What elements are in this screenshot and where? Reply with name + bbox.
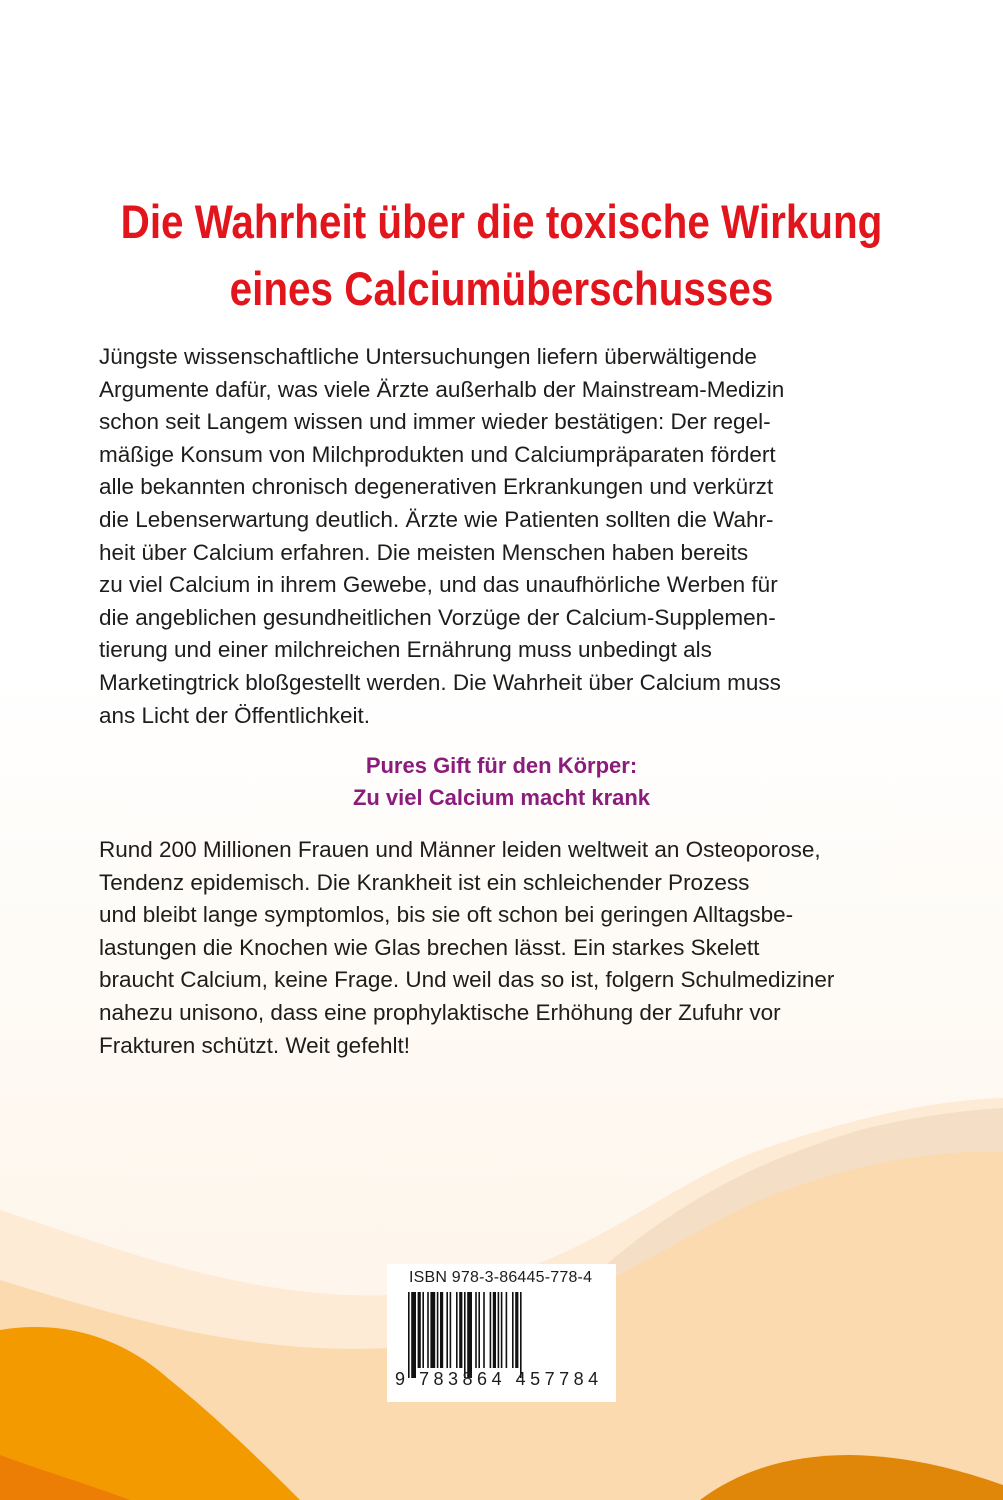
barcode-bars xyxy=(408,1292,598,1378)
barcode-bar xyxy=(422,1292,424,1368)
text-line: nahezu unisono, dass eine prophylaktische Erhöhung der Zufuhr vor xyxy=(99,999,781,1025)
barcode-bar xyxy=(440,1292,443,1368)
barcode-bar xyxy=(437,1292,439,1368)
barcode-bar xyxy=(408,1292,410,1378)
barcode-bar xyxy=(515,1292,518,1368)
barcode-bar xyxy=(498,1292,500,1368)
text-line: alle bekannten chronisch degenerativen Erkrankungen und verkürzt xyxy=(99,474,774,500)
barcode-bar xyxy=(512,1292,514,1368)
text-line: heit über Calcium erfahren. Die meisten Menschen haben bereits xyxy=(99,539,749,565)
text-line: die angeblichen gesundheitlichen Vorzüge der Calcium-Supplemen- xyxy=(99,604,776,630)
subheading-line: Zu viel Calcium macht krank xyxy=(352,785,651,810)
text-line: tierung und einer milchreichen Ernährung muss unbedingt als xyxy=(99,637,712,663)
text-line: Tendenz epidemisch. Die Krankheit ist ein schleichender Prozess xyxy=(99,869,750,895)
barcode-bar xyxy=(475,1292,477,1368)
isbn-barcode xyxy=(387,1264,616,1402)
barcode-bar xyxy=(493,1292,496,1368)
barcode-bar xyxy=(490,1292,492,1368)
subheading-line: Pures Gift für den Körper: xyxy=(365,753,638,778)
text-line: braucht Calcium, keine Frage. Und weil das so ist, folgern Schulmediziner xyxy=(99,967,835,993)
title-line: eines Calciumüberschusses xyxy=(229,262,774,315)
text-line: die Lebenserwartung deutlich. Ärzte wie Patienten sollten die Wahr- xyxy=(99,506,774,532)
barcode-bar xyxy=(430,1292,435,1368)
barcode-bar xyxy=(467,1292,472,1378)
text-line: lastungen die Knochen wie Glas brechen lässt. Ein starkes Skelett xyxy=(99,934,760,960)
text-line: mäßige Konsum von Milchprodukten und Calciumpräparaten fördert xyxy=(99,441,776,467)
barcode-bar xyxy=(483,1292,485,1368)
text-line: Jüngste wissenschaftliche Untersuchungen liefern überwältigende xyxy=(99,344,757,369)
text-line: zu viel Calcium in ihrem Gewebe, und das unaufhörliche Werben für xyxy=(99,572,778,598)
text-line: ans Licht der Öffentlichkeit. xyxy=(99,702,370,728)
barcode-bar xyxy=(411,1292,416,1378)
text-line: schon seit Langem wissen und immer wieder bestätigen: Der regel- xyxy=(99,409,771,435)
barcode-bar xyxy=(427,1292,429,1368)
text-line: Marketingtrick bloßgestellt werden. Die Wahrheit über Calcium muss xyxy=(99,669,781,695)
isbn-label: ISBN 978-3-86445-778-4 xyxy=(409,1269,593,1286)
barcode-bar xyxy=(446,1292,448,1368)
text-line: Argumente dafür, was viele Ärzte außerhalb der Mainstream-Medizin xyxy=(99,376,785,402)
cover-title xyxy=(70,188,933,322)
barcode-digits: 9 783864 457784 xyxy=(395,1369,603,1389)
barcode-bar xyxy=(506,1292,508,1368)
barcode-bar xyxy=(464,1292,466,1378)
barcode-bar xyxy=(501,1292,503,1368)
barcode-bar xyxy=(450,1292,452,1368)
barcode-bar xyxy=(459,1292,462,1368)
osteoporosis-paragraph xyxy=(99,834,919,1062)
text-line: und bleibt lange symptomlos, bis sie oft schon bei geringen Alltagsbe- xyxy=(99,902,794,928)
barcode-bar xyxy=(456,1292,458,1368)
barcode-bar xyxy=(418,1292,421,1368)
barcode-bar xyxy=(478,1292,480,1368)
text-line: Rund 200 Millionen Frauen und Männer leiden weltweit an Osteoporose, xyxy=(99,837,821,862)
intro-paragraph xyxy=(99,341,919,732)
text-line: Frakturen schützt. Weit gefehlt! xyxy=(99,1032,410,1058)
title-line: Die Wahrheit über die toxische Wirkung xyxy=(120,195,883,248)
barcode-bar xyxy=(520,1292,522,1378)
subheading xyxy=(0,750,1003,814)
